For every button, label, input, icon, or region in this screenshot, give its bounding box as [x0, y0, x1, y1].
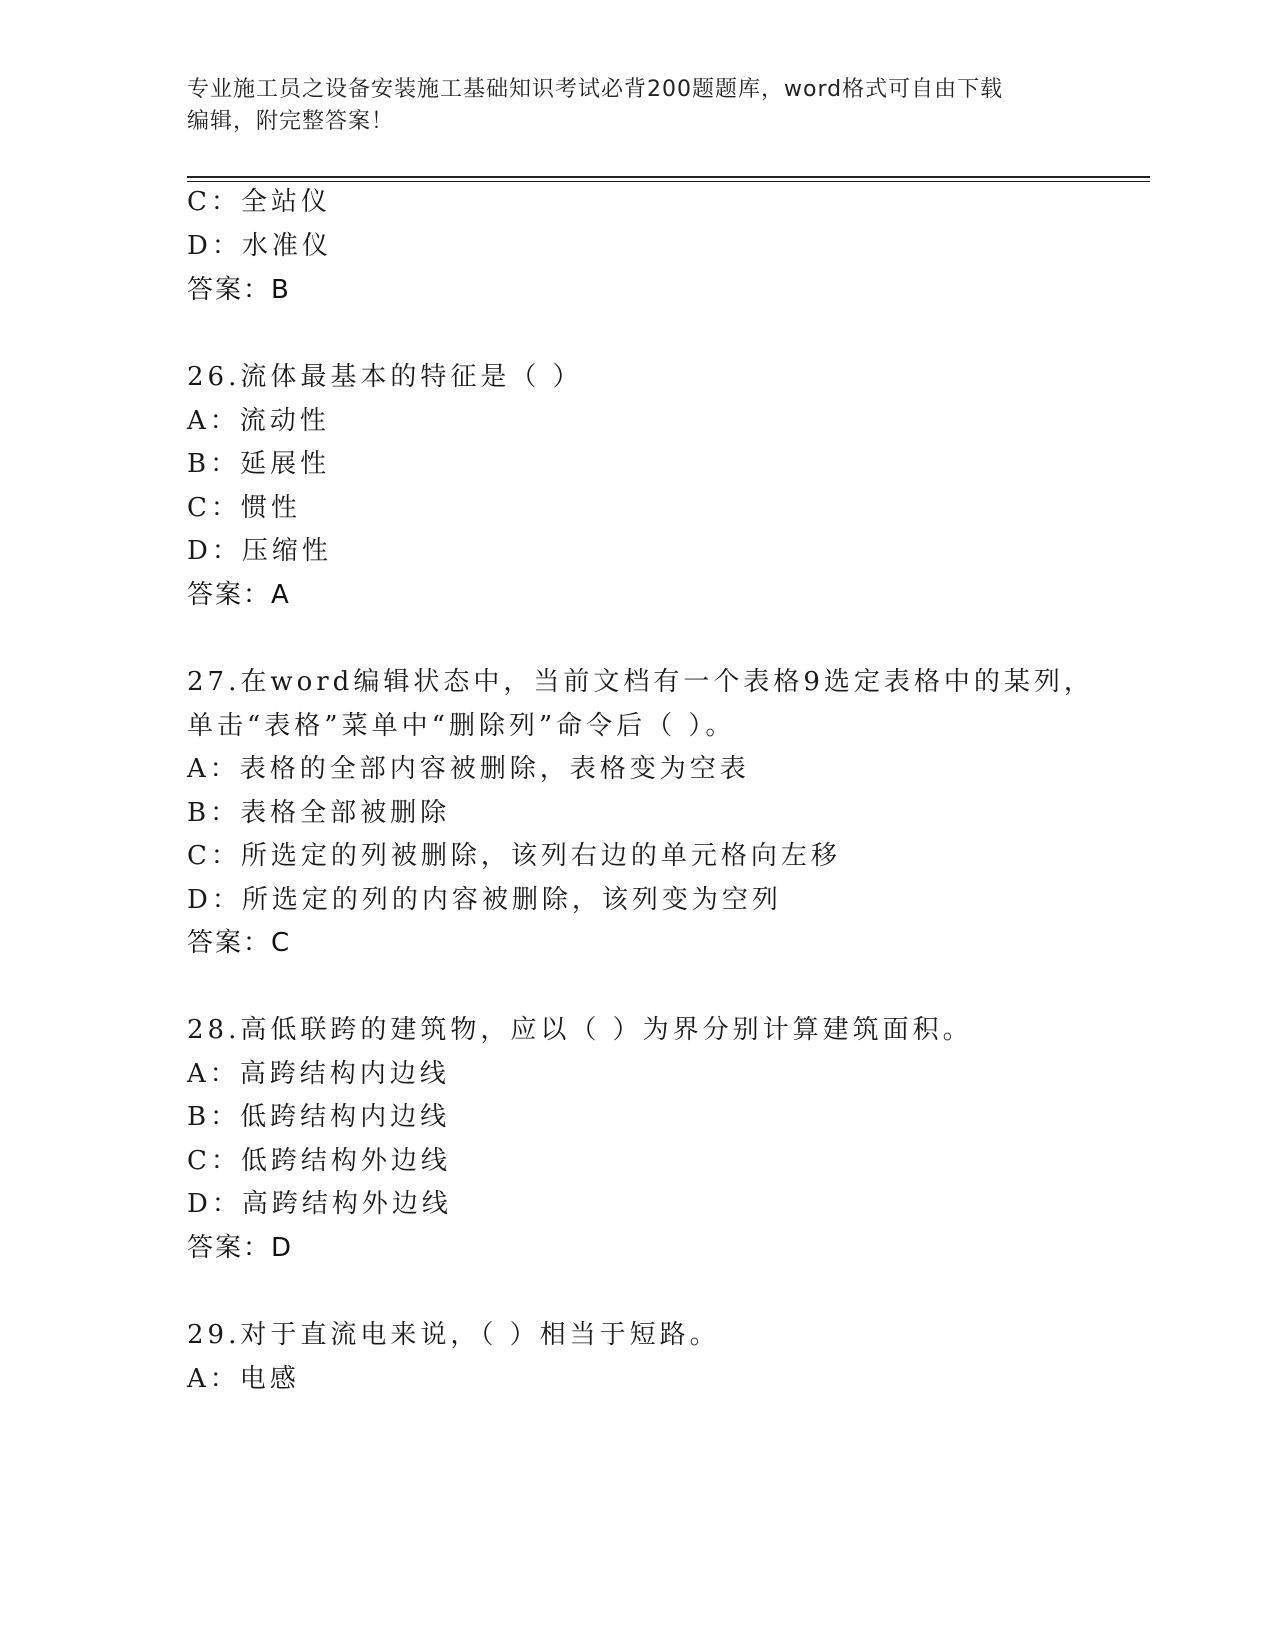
q27-stem-line-1: 27.在word编辑状态中，当前文档有一个表格9选定表格中的某列， — [187, 667, 1094, 697]
q29-option-a: A：电感 — [187, 1364, 300, 1394]
q28-answer: 答案：D — [187, 1233, 294, 1263]
header-rule-thick — [187, 176, 1150, 178]
header-line-2: 编辑，附完整答案！ — [187, 109, 395, 134]
q26-option-c: C：惯性 — [187, 493, 301, 523]
q26-option-d: D：压缩性 — [187, 536, 332, 566]
header-line-1: 专业施工员之设备安装施工基础知识考试必背200题题库，word格式可自由下载 — [187, 77, 1004, 102]
q26-option-b: B：延展性 — [187, 449, 331, 479]
q28-option-b: B：低跨结构内边线 — [187, 1102, 451, 1132]
q28-stem: 28.高低联跨的建筑物，应以（ ）为界分别计算建筑面积。 — [187, 1015, 973, 1045]
q27-option-b: B：表格全部被删除 — [187, 798, 451, 828]
q27-option-a: A：表格的全部内容被删除，表格变为空表 — [187, 754, 750, 784]
q28-option-a: A：高跨结构内边线 — [187, 1059, 450, 1089]
document-header — [187, 74, 1087, 138]
q28-option-c: C：低跨结构外边线 — [187, 1146, 451, 1176]
q25-answer: 答案：B — [187, 275, 291, 305]
q27-option-c: C：所选定的列被删除，该列右边的单元格向左移 — [187, 841, 841, 871]
q29-stem: 29.对于直流电来说，（ ）相当于短路。 — [187, 1320, 720, 1350]
q28-option-d: D：高跨结构外边线 — [187, 1189, 452, 1219]
q26-stem: 26.流体最基本的特征是（ ） — [187, 362, 583, 392]
q26-option-a: A：流动性 — [187, 406, 330, 436]
q27-option-d: D：所选定的列的内容被删除，该列变为空列 — [187, 885, 782, 915]
q25-option-d: D：水准仪 — [187, 231, 332, 261]
q27-stem-line-2: 单击“表格”菜单中“删除列”命令后（ ）。 — [187, 711, 736, 741]
header-rule-thin — [187, 181, 1150, 182]
q26-answer: 答案：A — [187, 580, 291, 610]
q25-option-c: C：全站仪 — [187, 187, 331, 217]
q27-answer: 答案：C — [187, 928, 292, 958]
